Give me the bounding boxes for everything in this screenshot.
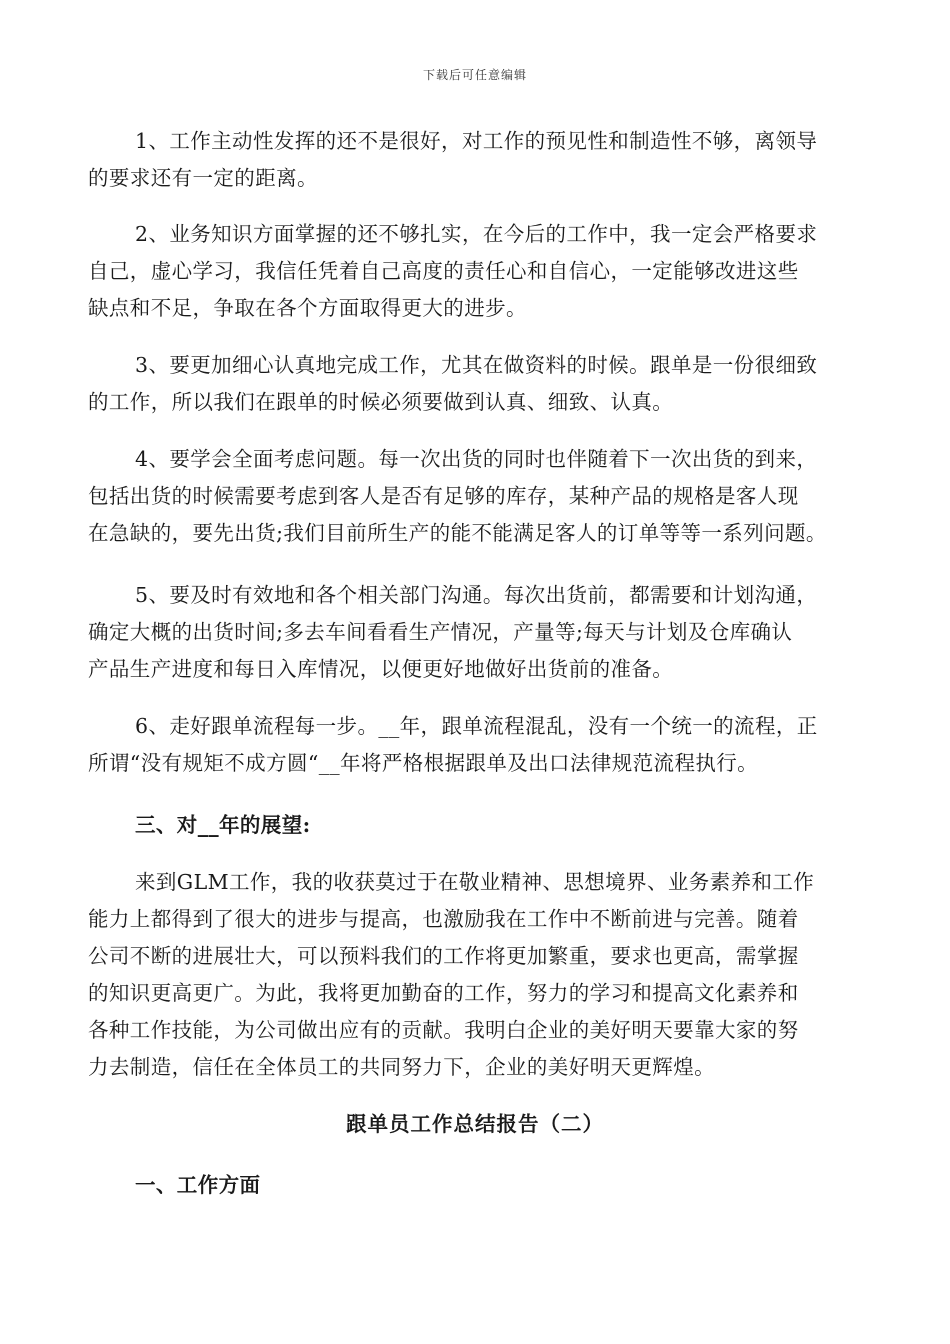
item-6-line-2: 所谓“没有规矩不成方圆“__年将严格根据跟单及出口法律规范流程执行。 — [88, 751, 759, 775]
item-3-line-2: 的工作，所以我们在跟单的时候必须要做到认真、细致、认真。 — [88, 390, 674, 414]
section-3-line-4: 的知识更高更广。为此，我将更加勤奋的工作，努力的学习和提高文化素养和 — [88, 981, 799, 1005]
section-3-heading: 三、对__年的展望: — [135, 813, 311, 837]
item-5-line-3: 产品生产进度和每日入库情况，以便更好地做好出货前的准备。 — [88, 657, 674, 681]
item-2-line-3: 缺点和不足，争取在各个方面取得更大的进步。 — [88, 296, 527, 320]
header-note: 下载后可任意编辑 — [422, 68, 527, 82]
item-6-line-1: 6、走好跟单流程每一步。__年，跟单流程混乱，没有一个统一的流程，正 — [135, 714, 818, 738]
section-3-line-2: 能力上都得到了很大的进步与提高，也激励我在工作中不断前进与完善。随着 — [88, 907, 799, 931]
item-1-line-2: 的要求还有一定的距离。 — [88, 166, 318, 190]
section-3-line-5: 各种工作技能，为公司做出应有的贡献。我明白企业的美好明天要靠大家的努 — [88, 1018, 799, 1042]
item-5-line-2: 确定大概的出货时间;多去车间看看生产情况，产量等;每天与计划及仓库确认 — [88, 620, 793, 644]
item-2-line-2: 自己，虚心学习，我信任凭着自己高度的责任心和自信心，一定能够改进这些 — [88, 259, 799, 283]
item-4-line-2: 包括出货的时候需要考虑到客人是否有足够的库存，某种产品的规格是客人现 — [88, 484, 799, 508]
item-4-line-3: 在急缺的，要先出货;我们目前所生产的能不能满足客人的订单等等一系列问题。 — [88, 521, 827, 545]
report-2-section-1-heading: 一、工作方面 — [135, 1173, 261, 1197]
item-4-line-1: 4、要学会全面考虑问题。每一次出货的同时也伴随着下一次出货的到来， — [135, 447, 818, 471]
report-2-title: 跟单员工作总结报告（二） — [346, 1112, 604, 1136]
item-2-line-1: 2、业务知识方面掌握的还不够扎实，在今后的工作中，我一定会严格要求 — [135, 222, 818, 246]
item-1-line-1: 1、工作主动性发挥的还不是很好，对工作的预见性和制造性不够，离领导 — [135, 129, 818, 153]
section-3-line-1: 来到GLM工作，我的收获莫过于在敬业精神、思想境界、业务素养和工作 — [135, 870, 815, 894]
section-3-line-3: 公司不断的进展壮大，可以预料我们的工作将更加繁重，要求也更高，需掌握 — [88, 944, 799, 968]
item-5-line-1: 5、要及时有效地和各个相关部门沟通。每次出货前，都需要和计划沟通， — [135, 583, 818, 607]
section-3-line-6: 力去制造，信任在全体员工的共同努力下，企业的美好明天更辉煌。 — [88, 1055, 715, 1079]
item-3-line-1: 3、要更加细心认真地完成工作，尤其在做资料的时候。跟单是一份很细致 — [135, 353, 818, 377]
